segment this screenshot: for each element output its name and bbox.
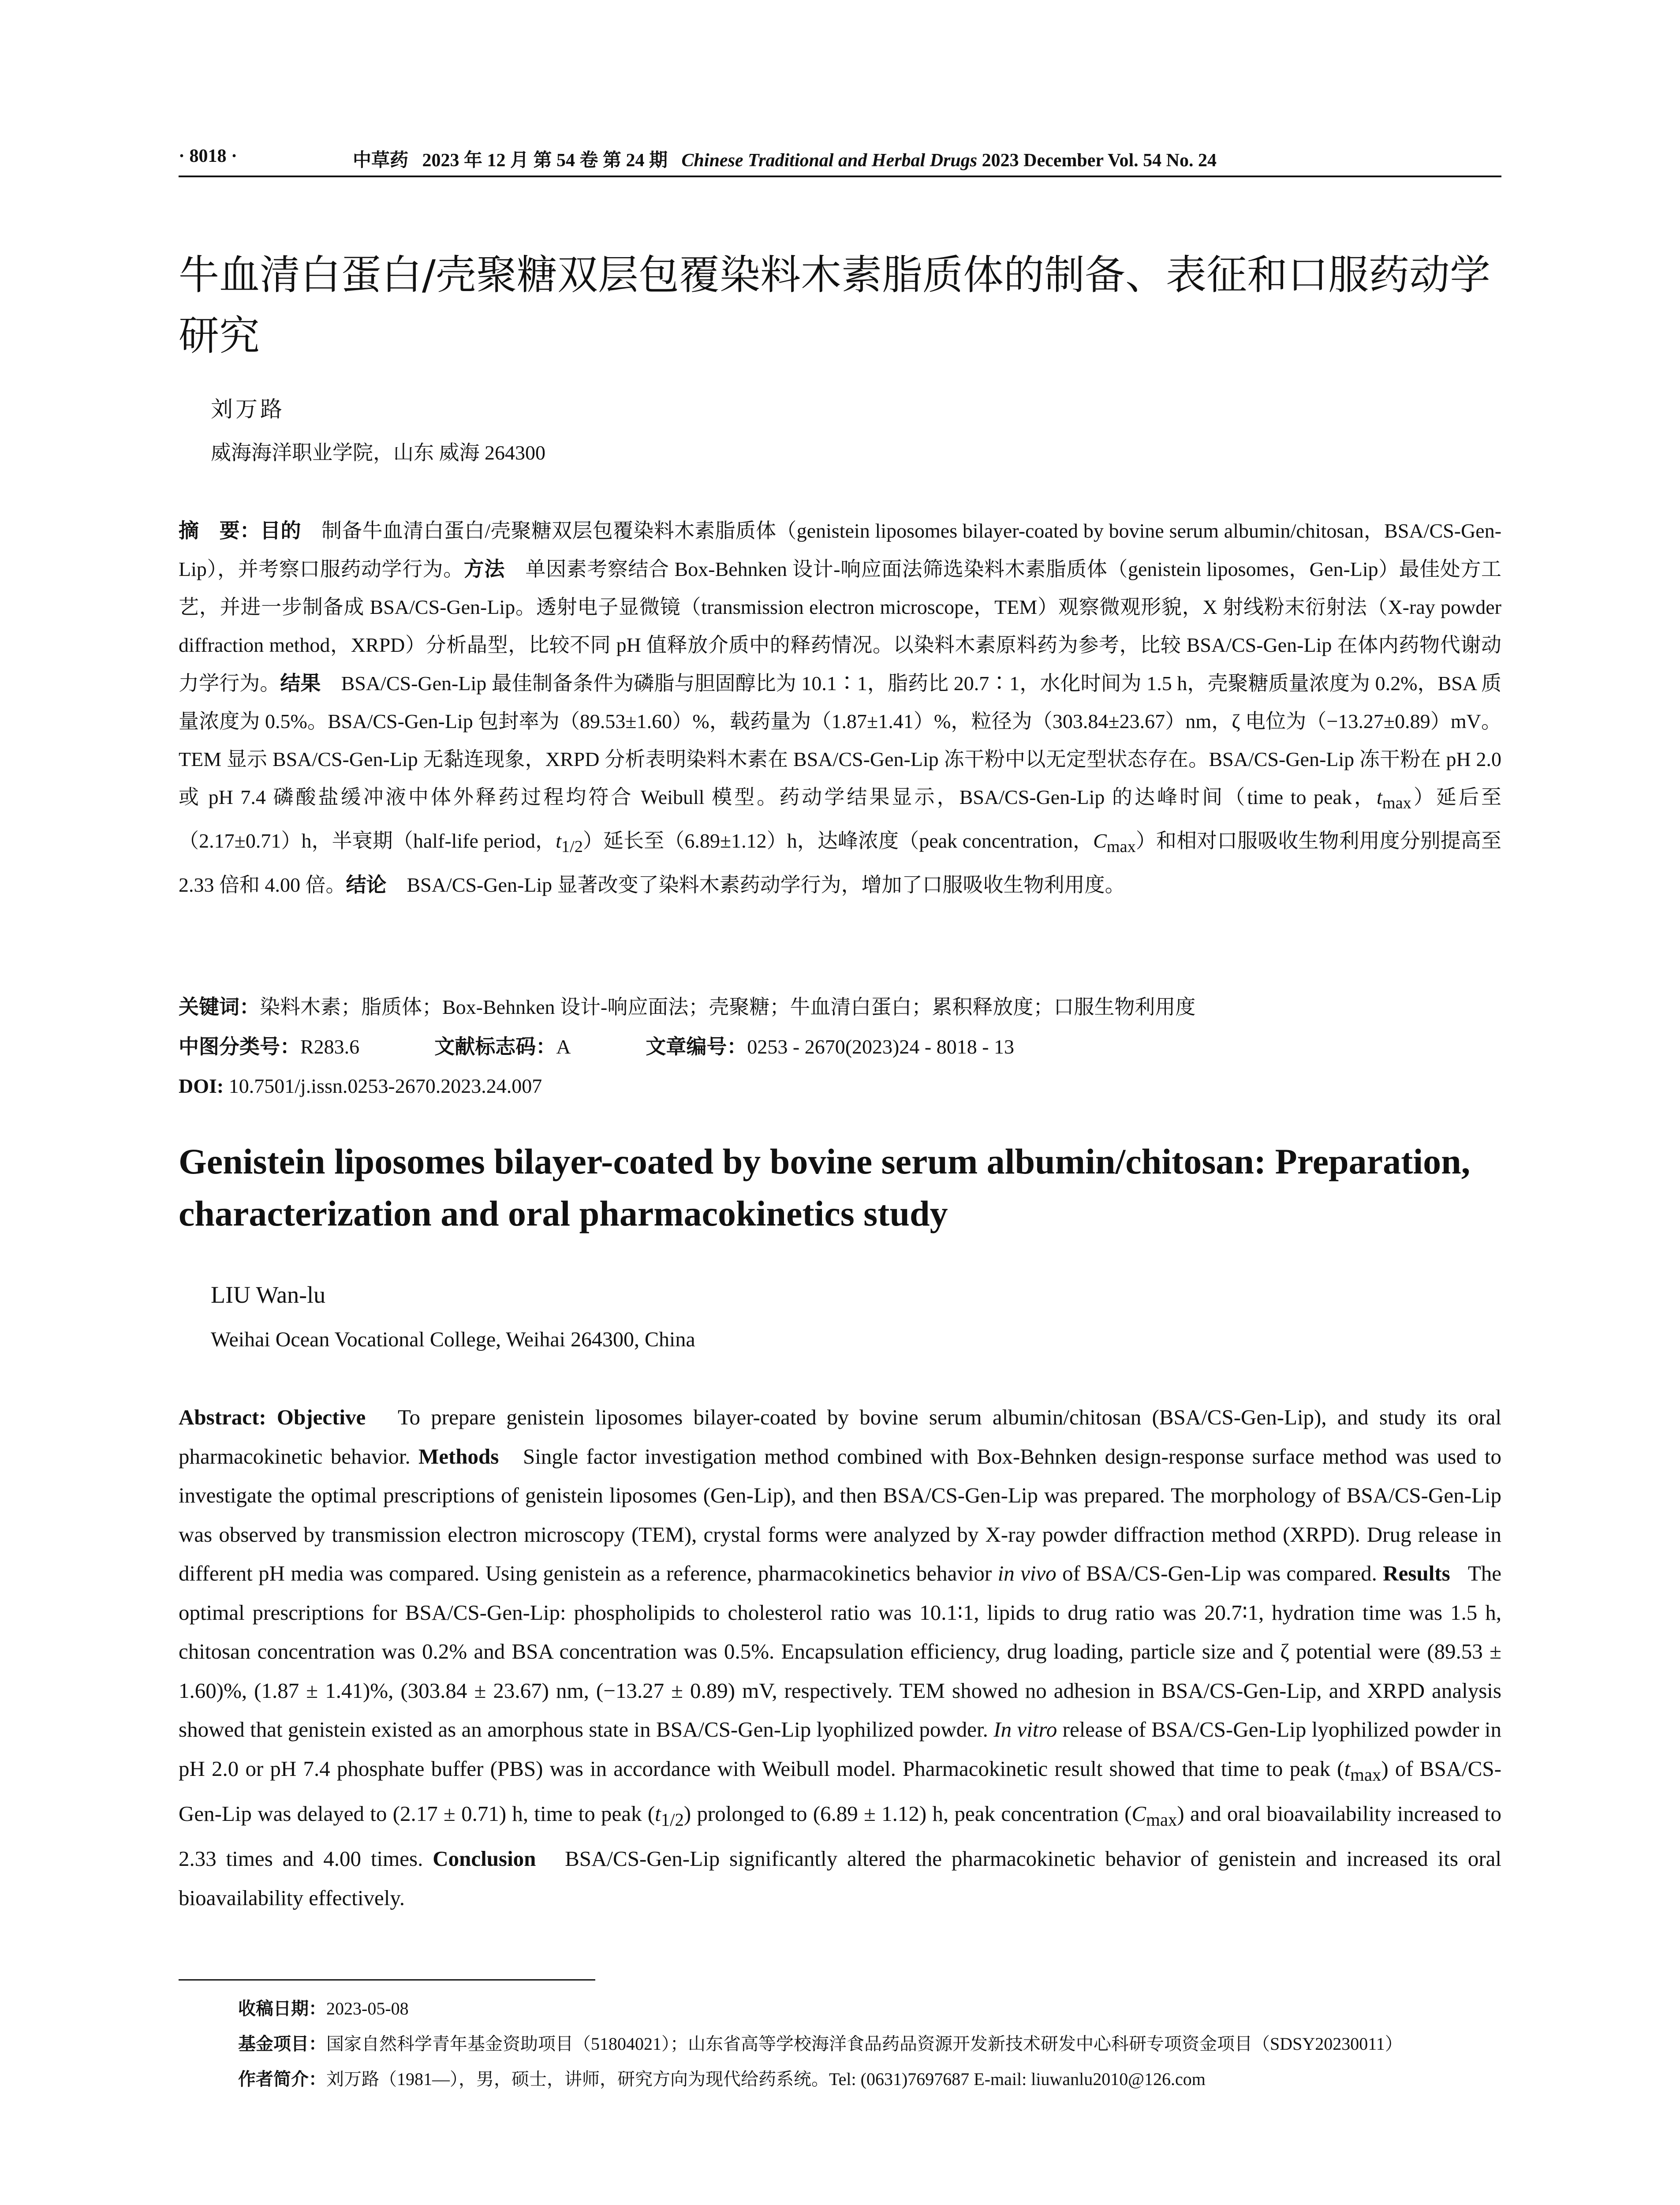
conclusion-cn-label: 结论 — [346, 873, 387, 897]
cmax-symbol: C — [1093, 830, 1107, 852]
footnote-received — [238, 1996, 1508, 2022]
page-number: · 8018 · — [179, 146, 238, 166]
results-en-label: Results — [1383, 1561, 1450, 1585]
author-cn: 刘万路 — [211, 396, 285, 422]
objective-en-text: To prepare genistein liposomes bilayer-coated by bovine serum albumin/chitosan (BSA/CS-Gen-Lip), and study its oral pharmacokinetic behavior. — [179, 1405, 1501, 1469]
results-en-text-3: ) of BSA/CS-Gen-Lip was delayed to (2.17 ± 0.71) h, time to peak ( — [179, 1756, 1501, 1826]
received-value: 2023-05-08 — [326, 1999, 409, 2018]
tmax-symbol: t — [1376, 786, 1382, 808]
results-cn-text-4: ）和相对口服吸收生物利用度分别提高至 2.33 倍和 4.00 倍。 — [179, 830, 1501, 897]
cmax-en-symbol: C — [1131, 1801, 1146, 1826]
abstract-en — [179, 1398, 1501, 1917]
methods-en-text-2: of BSA/CS-Gen-Lip was compared. — [1062, 1561, 1377, 1585]
tmax-sub: max — [1382, 794, 1411, 813]
bio-label: 作者简介： — [238, 2069, 326, 2089]
issue-cn: 2023 年 12 月 第 54 卷 第 24 期 — [422, 150, 668, 171]
clc-value: R283.6 — [300, 1035, 360, 1058]
journal-name-cn: 中草药 — [353, 149, 409, 171]
keywords-cn — [179, 988, 1501, 1026]
thalf-en-sub: 1/2 — [661, 1809, 684, 1830]
objective-cn-text: 制备牛血清白蛋白/壳聚糖双层包覆染料木素脂质体（genistein liposomes bilayer-coated by bovine serum albumin/chitosan，BSA/CS-Gen-Lip），并考察口服药动学行为。 — [179, 519, 1502, 580]
keywords-cn-text: 染料木素；脂质体；Box-Behnken 设计-响应面法；壳聚糖；牛血清白蛋白；累积释放度；口服生物利用度 — [260, 996, 1196, 1018]
author-en: LIU Wan-lu — [211, 1282, 326, 1308]
affiliation-cn: 威海海洋职业学院，山东 威海 264300 — [211, 441, 545, 464]
results-cn-text-2: ）延后至（2.17±0.71）h，半衰期（half-life period， — [179, 786, 1502, 852]
received-label: 收稿日期： — [238, 1999, 326, 2019]
title-en: Genistein liposomes bilayer-coated by bovine serum albumin/chitosan: Preparation, characterization and oral pharmacokinetics study — [179, 1141, 1471, 1233]
methods-en-text-1: Single factor investigation method combined with Box-Behnken design-response surface method was used to investigate the optimal prescriptions of genistein liposomes (Gen-Lip), and then BSA/CS-Gen-Lip was prepared. The morphology of BSA/CS-Gen-Lip was observed by transmission electron microscopy (TEM), crystal forms were analyzed by X-ray powder diffraction method (XRPD). Drug release in different pH media was compared. Using genistein as a reference, pharmacokinetics behavior — [179, 1444, 1502, 1585]
objective-cn-label: 目的 — [260, 519, 301, 542]
title-cn: 牛血清白蛋白/壳聚糖双层包覆染料木素脂质体的制备、表征和口服药动学研究 — [179, 251, 1490, 359]
thalf-symbol: t — [556, 830, 561, 852]
article-id-value: 0253 - 2670(2023)24 - 8018 - 13 — [747, 1035, 1015, 1058]
methods-cn-text: 单因素考察结合 Box-Behnken 设计-响应面法筛选染料木素脂质体（genistein liposomes，Gen-Lip）最佳处方工艺，并进一步制备成 BSA/CS-Gen-Lip。透射电子显微镜（transmission electron microscope，TEM）观察微观形貌，X 射线粉末衍射法（X-ray powder diffraction method，XRPD）分析晶型，比较不同 pH 值释放介质中的释药情况。以染料木素原料药为参考，比较 BSA/CS-Gen-Lip 在体内药物代谢动力学行为。 — [179, 558, 1502, 695]
results-en-text-1: The optimal prescriptions for BSA/CS-Gen-Lip: phospholipids to cholesterol ratio was 10.1∶1, lipids to drug ratio was 20.7∶1, hydration time was 1.5 h, chitosan concentration was 0.2% and BSA concentration was 0.5%. Encapsulation efficiency, drug loading, particle size and ζ potential were (89.53 ± 1.60)%, (1.87 ± 1.41)%, (303.84 ± 23.67) nm, (−13.27 ± 0.89) mV, respectively. TEM showed no adhesion in BSA/CS-Gen-Lip, and XRPD analysis showed that genistein existed as an amorphous state in BSA/CS-Gen-Lip lyophilized powder. — [179, 1561, 1502, 1742]
abstract-en-label: Abstract: — [179, 1405, 266, 1429]
in-vitro: In vitro — [993, 1717, 1057, 1742]
tmax-en-symbol: t — [1344, 1756, 1351, 1781]
doc-code-label: 文献标志码： — [434, 1035, 556, 1058]
tmax-en-sub: max — [1350, 1764, 1381, 1785]
affiliation-en: Weihai Ocean Vocational College, Weihai 264300, China — [211, 1328, 695, 1351]
results-en-text-2: release of BSA/CS-Gen-Lip lyophilized powder in pH 2.0 or pH 7.4 phosphate buffer (PBS) was in accordance with Weibull model. Pharmacokinetic result showed that time to peak ( — [179, 1717, 1502, 1781]
results-en-text-5: ) and oral bioavailability increased to 2.33 times and 4.00 times. — [179, 1801, 1501, 1871]
results-cn-text-1: BSA/CS-Gen-Lip 最佳制备条件为磷脂与胆固醇比为 10.1∶1，脂药比 20.7∶1，水化时间为 1.5 h，壳聚糖质量浓度为 0.2%，BSA 质量浓度为 0.5%。BSA/CS-Gen-Lip 包封率为（89.53±1.60）%，载药量为（1.87±1.41）%，粒径为（303.84±23.67）nm，ζ 电位为（−13.27±0.89）mV。TEM 显示 BSA/CS-Gen-Lip 无黏连现象，XRPD 分析表明染料木素在 BSA/CS-Gen-Lip 冻干粉中以无定型状态存在。BSA/CS-Gen-Lip 冻干粉在 pH 2.0 或 pH 7.4 磷酸盐缓冲液中体外释药过程均符合 Weibull 模型。药动学结果显示，BSA/CS-Gen-Lip 的达峰时间（time to peak， — [179, 672, 1502, 808]
conclusion-cn-text: BSA/CS-Gen-Lip 显著改变了染料木素药动学行为，增加了口服吸收生物利用度。 — [407, 874, 1125, 897]
objective-en-label: Objective — [276, 1405, 366, 1429]
keywords-cn-label: 关键词： — [179, 995, 260, 1019]
footnote-fund — [238, 2031, 1508, 2057]
article-id-label: 文章编号： — [646, 1035, 747, 1058]
abstract-cn-label: 摘 要： — [179, 519, 261, 542]
results-cn-text-3: ）延长至（6.89±1.12）h，达峰浓度（peak concentration， — [582, 830, 1094, 852]
results-en-text-4: ) prolonged to (6.89 ± 1.12) h, peak concentration ( — [683, 1801, 1132, 1826]
in-vivo: in vivo — [997, 1561, 1057, 1585]
fund-value: 国家自然科学青年基金资助项目（51804021）；山东省高等学校海洋食品药品资源开发新技术研发中心科研专项资金项目（SDSY20230011） — [326, 2034, 1403, 2054]
cmax-en-sub: max — [1146, 1809, 1177, 1830]
doc-code-value: A — [556, 1035, 571, 1058]
abstract-cn — [179, 512, 1501, 904]
doi-label: DOI: — [179, 1075, 224, 1097]
methods-en-label: Methods — [418, 1444, 499, 1469]
cmax-sub: max — [1106, 837, 1136, 856]
issue-en: 2023 December Vol. 54 No. 24 — [982, 150, 1217, 171]
results-cn-label: 结果 — [280, 671, 321, 695]
clc-label: 中图分类号： — [179, 1035, 300, 1058]
conclusion-en-label: Conclusion — [433, 1846, 536, 1871]
thalf-en-symbol: t — [655, 1801, 661, 1826]
bio-value: 刘万路（1981—），男，硕士，讲师，研究方向为现代给药系统。Tel: (0631)7697687 E-mail: liuwanlu2010@126.com — [326, 2069, 1206, 2089]
doi-value[interactable]: 10.7501/j.issn.0253-2670.2023.24.007 — [228, 1075, 542, 1097]
journal-name-en: Chinese Traditional and Herbal Drugs — [681, 150, 978, 171]
doi — [179, 1067, 542, 1105]
journal-info — [353, 146, 1217, 172]
conclusion-en-text: BSA/CS-Gen-Lip significantly altered the pharmacokinetic behavior of genistein and increased its oral bioavailability effectively. — [179, 1846, 1501, 1910]
classification-row — [179, 1028, 1501, 1066]
footnote-author-bio — [238, 2066, 1508, 2093]
header-rule — [179, 176, 1501, 177]
thalf-sub: 1/2 — [561, 837, 583, 856]
footnote-rule — [179, 1979, 595, 1981]
methods-cn-label: 方法 — [463, 557, 505, 581]
fund-label: 基金项目： — [238, 2034, 326, 2054]
